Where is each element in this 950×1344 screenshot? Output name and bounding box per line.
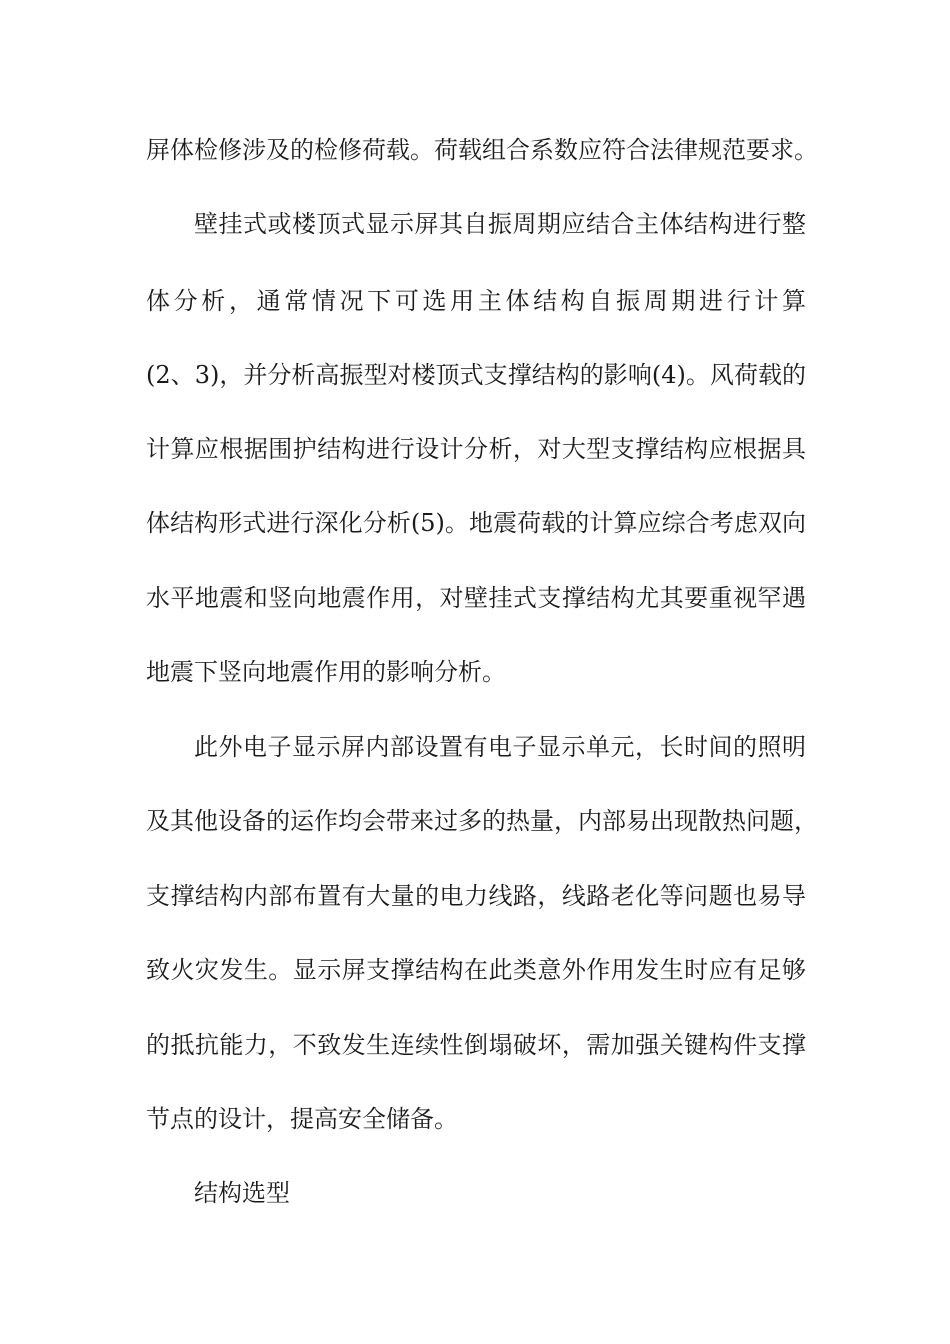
- paragraph-line: 体分析，通常情况下可选用主体结构自振周期进行计算: [146, 287, 806, 315]
- paragraph-line: 屏体检修涉及的检修荷载。荷载组合系数应符合法律规范要求。: [146, 136, 818, 164]
- paragraph-line: 计算应根据围护结构进行设计分析，对大型支撑结构应根据具: [146, 435, 806, 463]
- paragraph-line: 的抵抗能力，不致发生连续性倒塌破坏，需加强关键构件支撑: [146, 1031, 806, 1059]
- paragraph-line: 地震下竖向地震作用的影响分析。: [146, 658, 506, 686]
- paragraph-line: (2、3)，并分析高振型对楼顶式支撑结构的影响(4)。风荷载的: [146, 361, 806, 389]
- paragraph-line: 壁挂式或楼顶式显示屏其自振周期应结合主体结构进行整: [194, 210, 806, 238]
- section-heading: 结构选型: [194, 1179, 290, 1207]
- paragraph-line: 及其他设备的运作均会带来过多的热量，内部易出现散热问题，: [146, 807, 818, 835]
- paragraph-line: 支撑结构内部布置有大量的电力线路，线路老化等问题也易导: [146, 882, 806, 910]
- paragraph-line: 致火灾发生。显示屏支撑结构在此类意外作用发生时应有足够: [146, 956, 806, 984]
- paragraph-line: 体结构形式进行深化分析(5)。地震荷载的计算应综合考虑双向: [146, 509, 806, 537]
- paragraph-line: 水平地震和竖向地震作用，对壁挂式支撑结构尤其要重视罕遇: [146, 584, 806, 612]
- paragraph-line: 节点的设计，提高安全储备。: [146, 1105, 458, 1133]
- paragraph-line: 此外电子显示屏内部设置有电子显示单元，长时间的照明: [194, 733, 806, 761]
